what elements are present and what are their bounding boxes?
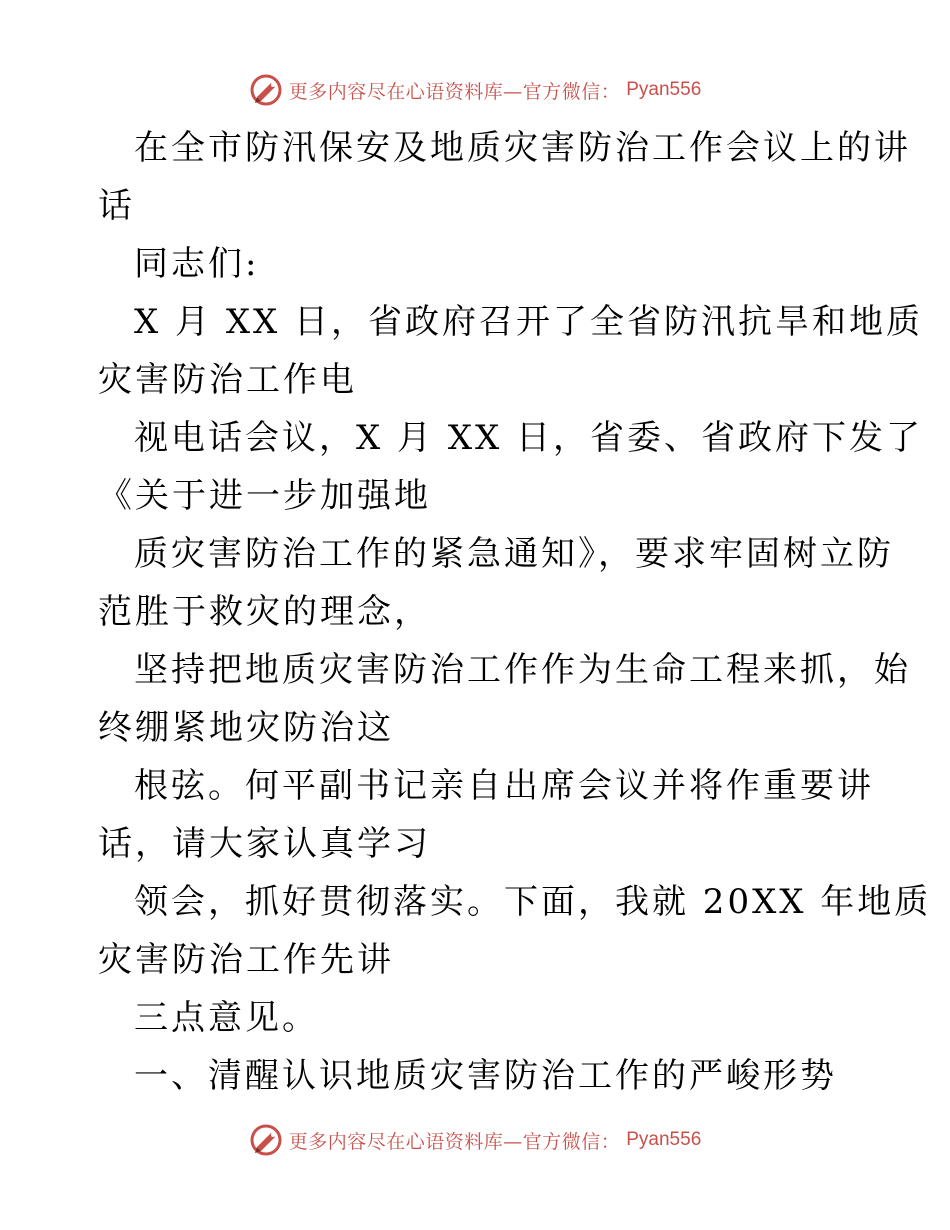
paragraph-line: 话，请大家认真学习 — [98, 824, 431, 864]
paragraph-line: 灾害防治工作电 — [98, 360, 357, 400]
paragraph-line: 《关于进一步加强地 — [98, 476, 431, 516]
paragraph-line: 根弦。何平副书记亲自出席会议并将作重要讲 — [134, 766, 874, 806]
paragraph-line: 范胜于救灾的理念， — [98, 592, 431, 632]
title-line-1: 在全市防汛保安及地质灾害防治工作会议上的讲 — [134, 128, 911, 168]
paragraph-line: 质灾害防治工作的紧急通知》，要求牢固树立防 — [134, 534, 894, 574]
watermark-text: 更多内容尽在心语资料库—官方微信： — [288, 1130, 621, 1153]
paragraph-line: 领会，抓好贯彻落实。下面，我就 20XX 年地质 — [134, 882, 932, 922]
pen-logo-icon — [249, 1123, 283, 1157]
watermark-text: 更多内容尽在心语资料库—官方微信： — [288, 80, 621, 103]
paragraph-line: 坚持把地质灾害防治工作作为生命工程来抓，始 — [134, 650, 911, 690]
footer-watermark — [0, 1120, 950, 1160]
watermark-wechat-id: Pyan556 — [626, 79, 702, 100]
paragraph-line: 视电话会议，X 月 XX 日，省委、省政府下发了 — [134, 418, 924, 458]
title-line-2: 话 — [98, 186, 135, 226]
watermark-wechat-id: Pyan556 — [626, 1129, 702, 1150]
paragraph-line: 灾害防治工作先讲 — [98, 940, 394, 980]
salutation: 同志们: — [134, 244, 260, 284]
paragraph-line: X 月 XX 日，省政府召开了全省防汛抗旱和地质 — [134, 302, 924, 342]
paragraph-line: 三点意见。 — [134, 998, 319, 1038]
paragraph-line: 终绷紧地灾防治这 — [98, 708, 394, 748]
section-heading: 一、清醒认识地质灾害防治工作的严峻形势 — [134, 1056, 837, 1096]
